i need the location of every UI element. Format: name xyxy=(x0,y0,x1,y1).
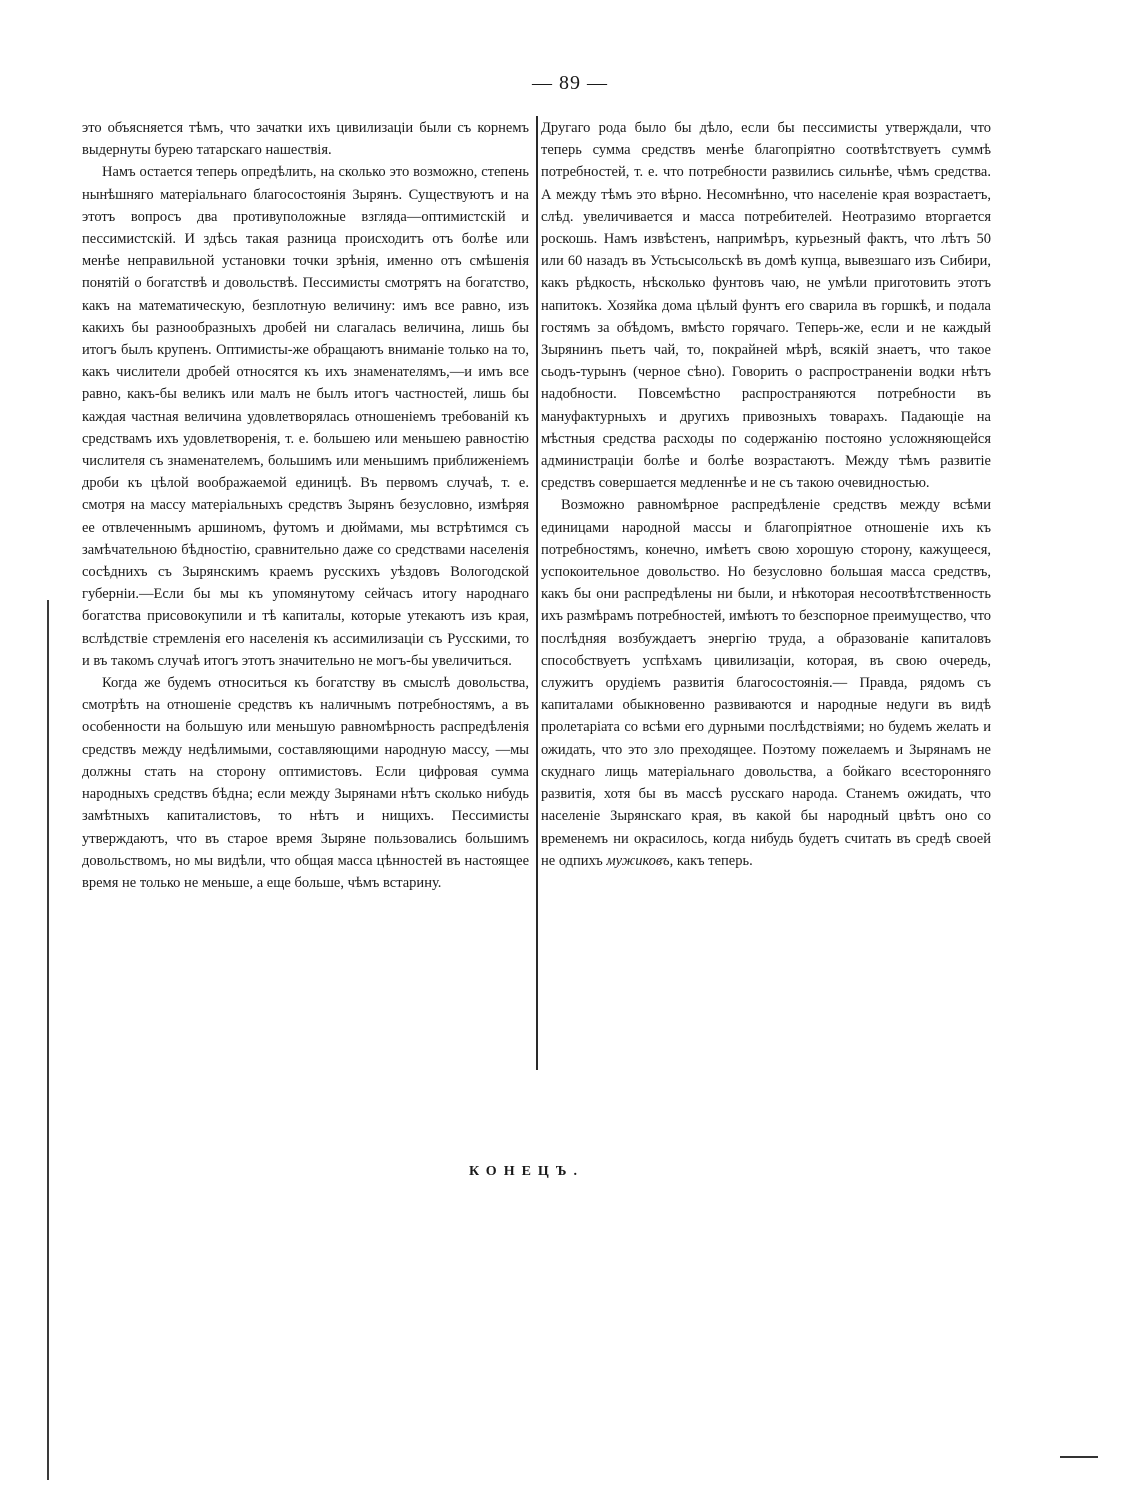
paragraph: это объясняется тѣмъ, что зачатки ихъ цивилизаціи были съ корнемъ выдернуты бурею татарскаго нашествія. xyxy=(82,120,529,159)
paragraph xyxy=(541,494,991,871)
paragraph-tail: , какъ теперь. xyxy=(669,852,753,869)
paragraph-text: Возможно равномѣрное распредѣленіе средствъ между всѣми единицами народной массы и благопріятное отношеніе ихъ къ потребностямъ, конечно, имѣетъ свою хорошую сторону, кажущееся, успокоительное довольство. Но безусловно большая масса средствъ, какъ бы они распредѣлены ни были, и нѣкоторая несоотвѣтственность ихъ размѣрамъ потребностей, имѣютъ то безспорное преимущество, что послѣдняя возбуждаетъ энергію труда, а образованіе капиталовъ способствуетъ успѣхамъ цивилизаціи, которая, въ свою очередь, служитъ орудіемъ развитія благосостоянія.— Правда, рядомъ съ капиталами обыкновенно развиваются и народные недуги въ видѣ пролетаріата со всѣми его дурными послѣдствіями; но будемъ желать и ожидать, что это зло преходящее. Поэтому пожелаемъ и Зырянамъ не скуднаго лищь матеріальнаго довольства, а бойкаго всесторонняго развитія, хотя бы въ массѣ русскаго народа. Станемъ ожидать, что населеніе Зырянскаго края, въ какой бы народный цвѣтъ оно со временемъ ни окрасилось, когда нибудь будетъ считать въ средѣ своей не одпихъ xyxy=(541,497,991,869)
margin-line xyxy=(47,600,49,1480)
column-divider xyxy=(536,116,538,1070)
italic-word: мужиковъ xyxy=(606,852,670,869)
paragraph: Другаго рода было бы дѣло, если бы пессимисты утверждали, что теперь сумма средствъ менѣе благопріятно соотвѣтствуетъ суммѣ потребностей, т. е. что потребности развились сильнѣе, чѣмъ средства. А между тѣмъ это вѣрно. Несомнѣнно, что населеніе края возрастаетъ, слѣд. увеличивается и масса потребителей. Неотразимо вторгается роскошь. Намъ извѣстенъ, напримѣръ, курьезный фактъ, что лѣтъ 50 или 60 назадъ въ Устьсысольскѣ въ домѣ купца, вывезшаго изъ Сибири, какъ рѣдкость, нѣсколько фунтовъ чаю, не умѣли приготовить этотъ напитокъ. Хозяйка дома цѣлый фунтъ его сварила въ горшкѣ, и подала гостямъ за обѣдомъ, вмѣсто горячаго. Теперь-же, если и не каждый Зырянинъ пьетъ чай, то, покрайней мѣрѣ, всякій знаетъ, что такое сьодъ-турынъ (черное сѣно). Говорить о распространеніи водки нѣтъ надобности. Повсемѣстно распространяются потребности въ мануфактурныхъ и другихъ привозныхъ товарахъ. Падающіе на мѣстныя средства расходы по содержанію постояно усложняющейся администраціи болѣе и болѣе возрастаютъ. Между тѣмъ развитіе средствъ совершается медленнѣе и не съ такою очевидностью. xyxy=(541,120,991,492)
right-column xyxy=(541,117,991,872)
paragraph: Когда же будемъ относиться къ богатству въ смыслѣ довольства, смотрѣть на отношеніе средствъ къ наличнымъ потребностямъ, а въ особенности на большую или меньшую равномѣрность распредѣленія средствъ между недѣлимыми, составляющими народную массу, —мы должны стать на сторону оптимистовъ. Если цифровая сумма народныхъ средствъ бѣдна; если между Зырянами нѣтъ сколько нибудь замѣтныхъ капиталистовъ, то нѣтъ и нищихъ. Пессимисты утверждаютъ, что въ старое время Зыряне пользовались большимъ довольствомъ, но мы видѣли, что общая масса цѣнностей въ настоящее время не только не меньше, а еще больше, чѣмъ встарину. xyxy=(82,675,529,891)
left-column xyxy=(82,117,529,894)
corner-dash xyxy=(1060,1456,1098,1458)
page-number: — 89 — xyxy=(532,72,608,94)
end-marker: КОНЕЦЪ. xyxy=(469,1164,585,1179)
paragraph: Намъ остается теперь опредѣлить, на сколько это возможно, степень нынѣшняго матеріальнаго благосостоянія Зырянъ. Существуютъ и на этотъ вопросъ два противуположные взгляда—оптимистскій и пессимистскій. И здѣсь такая разница происходитъ отъ болѣе или менѣе неправильной установки точки зрѣнія, именно отъ смѣшенія понятій о богатствѣ и довольствѣ. Пессимисты смотрятъ на богатство, какъ на математическую, безплотную величину: имъ все равно, изъ какихъ бы разнообразныхъ дробей ни слагалась величина, лишь бы итогъ былъ крупенъ. Оптимисты-же обращаютъ вниманіе только на то, какъ числители дробей относятся къ ихъ знаменателямъ,—и имъ все равно, какъ-бы великъ или малъ не былъ итогъ частностей, лишь бы каждая частная величина удовлетворялась отношеніемъ требованій къ средствамъ ихъ удовлетворенія, т. е. большею или меньшею равностію числителя съ знаменателемъ, большимъ или меньшимъ приближеніемъ дроби къ цѣлой воображаемой единицѣ. Въ первомъ случаѣ, т. е. смотря на массу матеріальныхъ средствъ Зырянъ безусловно, измѣряя ее отвлеченнымъ аршиномъ, футомъ и дюймами, мы встрѣтимся съ замѣчательною бѣдностію, сравнительно даже со средствами населенія сосѣднихъ съ Зырянскимъ краемъ русскихъ уѣздовъ Вологодской губерніи.—Если бы мы къ упомянутому сейчасъ итогу народнаго богатства присовокупили и тѣ капиталы, которые утекаютъ изъ края, вслѣдствіе стремленія его населенія къ ассимилизаціи съ Русскими, то и въ такомъ случаѣ итогъ этотъ значительно не могъ-бы увеличиться. xyxy=(82,164,529,669)
